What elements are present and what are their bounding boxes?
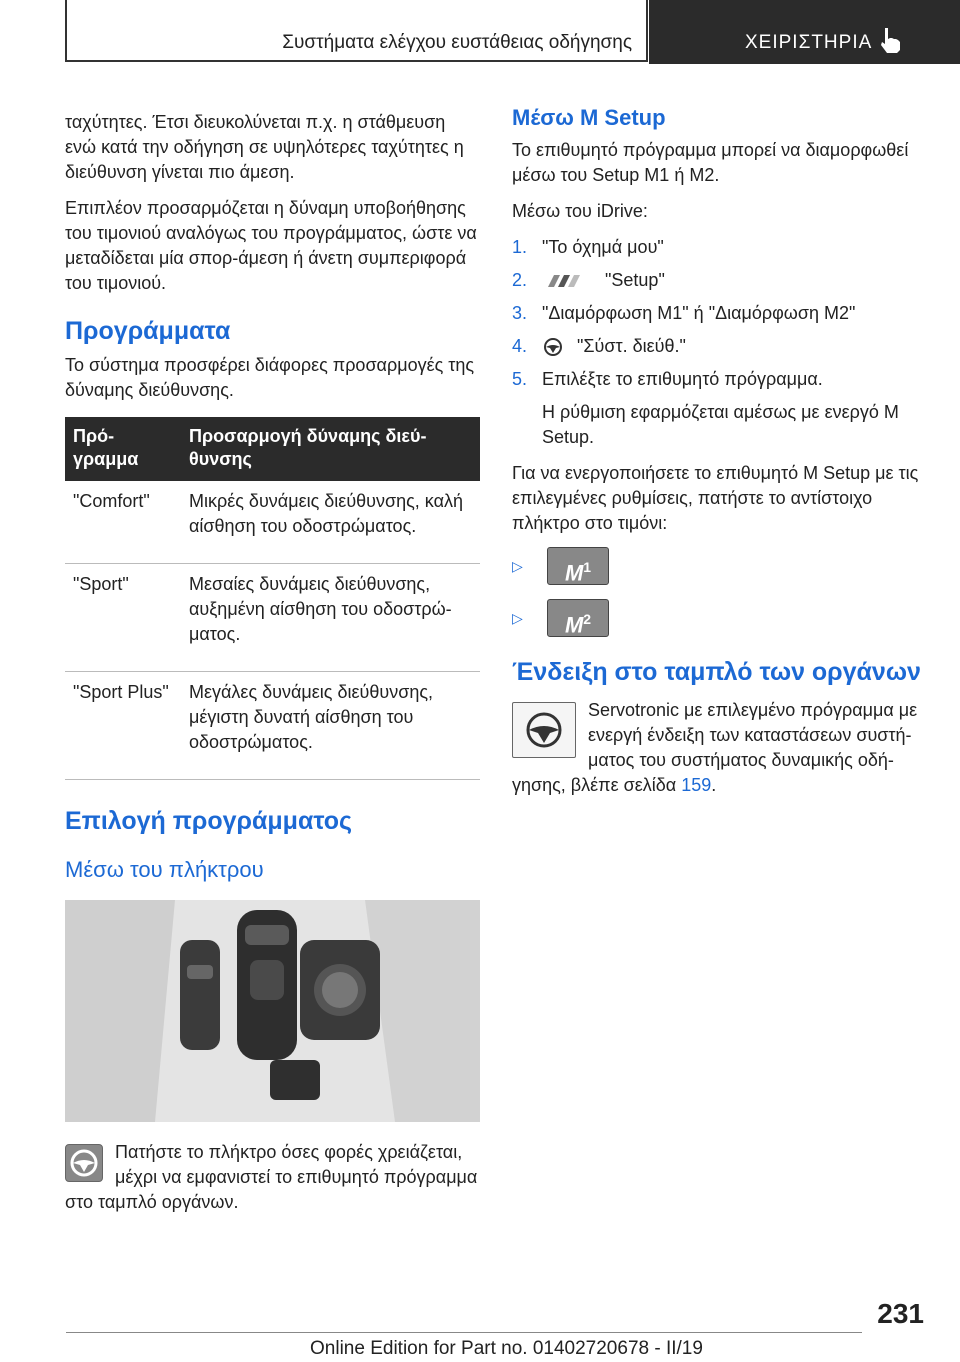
m2-button-row bbox=[512, 599, 927, 637]
table-cell: Μεσαίες δυνάμεις διεύθυνσης, αυξημένη αίσθηση του οδοστρώματος. bbox=[181, 564, 480, 672]
list-item bbox=[512, 334, 927, 359]
button-label: M bbox=[564, 612, 584, 638]
page-reference-link[interactable]: 159 bbox=[681, 775, 712, 795]
steering-wheel-icon bbox=[65, 1144, 103, 1182]
heading-program-selection: Επιλογή προγράμματος bbox=[65, 807, 353, 835]
table-cell: Μεγάλες δυνάμεις διεύθυνσης, μέγιστη δυνατή αίσθηση του οδοστρώματος. bbox=[181, 672, 480, 780]
center-console-image bbox=[65, 900, 480, 1122]
pointing-hand-icon bbox=[877, 26, 903, 54]
heading-via-button: Μέσω του πλήκτρου bbox=[65, 857, 264, 882]
step-note: Η ρύθμιση εφαρμόζεται αμέσως με ενεργό M Setup. bbox=[542, 402, 899, 447]
table-row bbox=[65, 564, 480, 672]
step-text: Επιλέξτε το επιθυμητό πρόγραμμα. bbox=[542, 369, 823, 389]
table-row bbox=[65, 481, 480, 564]
table-cell: Μικρές δυνάμεις διεύθυνσης, καλή αίσθηση του οδοστρώματος. bbox=[181, 481, 480, 564]
table-header-cell: Πρόγραμμα bbox=[65, 417, 181, 481]
header-manual-label: ΧΕΙΡΙΣΤΗΡΙΑ bbox=[745, 32, 873, 53]
paragraph-with-icon bbox=[65, 1140, 480, 1215]
steering-wheel-icon bbox=[512, 702, 576, 758]
step-number: 5. bbox=[512, 369, 528, 389]
page-header bbox=[65, 0, 960, 64]
page-number: 231 bbox=[877, 1298, 924, 1329]
paragraph: Το επιθυμητό πρόγραμμα μπορεί να διαμορφωθεί μέσω του Setup M1 ή M2. bbox=[512, 140, 909, 185]
m1-steering-wheel-button bbox=[547, 547, 609, 585]
table-cell: "Comfort" bbox=[65, 481, 181, 564]
paragraph-end: . bbox=[711, 775, 717, 795]
header-section-title: Συστήματα ελέγχου ευστάθειας οδήγησης bbox=[282, 32, 632, 53]
paragraph: Το σύστημα προσφέρει διάφορες προσαρμογές της δύναμης διεύθυνσης. bbox=[65, 355, 475, 400]
triangle-bullet-icon: ▷ bbox=[512, 609, 523, 626]
programs-table bbox=[65, 417, 480, 780]
header-section-box bbox=[65, 0, 648, 62]
right-column bbox=[512, 105, 927, 809]
step-number: 1. bbox=[512, 237, 528, 257]
triangle-bullet-icon: ▷ bbox=[512, 557, 523, 574]
button-label: M bbox=[564, 560, 584, 586]
table-cell: "Sport" bbox=[65, 564, 181, 672]
table-cell: "Sport Plus" bbox=[65, 672, 181, 780]
header-manual-box bbox=[649, 0, 960, 64]
paragraph: Για να ενεργοποιήσετε το επιθυμητό M Setup με τις επιλεγμένες ρυθμίσεις, πατήστε το αντίστοιχο πλήκτρο στο τιμόνι: bbox=[512, 463, 919, 533]
step-number: 4. bbox=[512, 336, 528, 356]
step-text: "Το όχημά μου" bbox=[542, 237, 664, 257]
heading-instrument-display: Ένδειξη στο ταμπλό των οργάνων bbox=[512, 658, 921, 686]
m-stripes-icon bbox=[542, 273, 592, 289]
m2-steering-wheel-button bbox=[547, 599, 609, 637]
button-sup: 2 bbox=[583, 611, 592, 627]
left-column bbox=[65, 110, 480, 1226]
paragraph: Μέσω του iDrive: bbox=[512, 201, 648, 221]
paragraph-text: Πατήστε το πλήκτρο όσες φορές χρειάζεται, μέχρι να εμφανιστεί το επιθυμητό πρόγραμμα στο ταμπλό οργάνων. bbox=[65, 1142, 478, 1212]
steps-list bbox=[512, 235, 927, 392]
paragraph-with-icon bbox=[512, 698, 927, 798]
heading-programs: Προγράμματα bbox=[65, 317, 231, 345]
step-number: 3. bbox=[512, 303, 528, 323]
footer-divider bbox=[66, 1332, 862, 1333]
step-text: "Setup" bbox=[605, 270, 665, 290]
step-text: "Σύστ. διεύθ." bbox=[577, 336, 686, 356]
list-item bbox=[512, 367, 927, 392]
list-item bbox=[512, 301, 927, 326]
footer-edition: Online Edition for Part no. 01402720678 - II/19 bbox=[310, 1338, 703, 1359]
paragraph: Επιπλέον προσαρμόζεται η δύναμη υποβοήθησης του τιμονιού αναλόγως του προγράμματος, ώστε να μεταδίδεται μία σπορ-άμεση ή άνετη συμπεριφορά του τιμονιού. bbox=[65, 198, 477, 293]
table-row bbox=[65, 672, 480, 780]
step-number: 2. bbox=[512, 270, 528, 290]
heading-via-m-setup: Μέσω M Setup bbox=[512, 105, 666, 130]
list-item bbox=[512, 235, 927, 260]
step-text: "Διαμόρφωση M1" ή "Διαμόρφωση M2" bbox=[542, 303, 856, 323]
center-console-illustration bbox=[65, 900, 480, 1122]
m1-button-row bbox=[512, 547, 927, 585]
steering-system-icon bbox=[542, 336, 564, 358]
list-item bbox=[512, 268, 927, 293]
button-sup: 1 bbox=[583, 559, 592, 575]
paragraph-text: Servotronic με επιλεγμένο πρόγραμμα με ενεργή ένδειξη των καταστάσεων συστήματος του συστήματος δυναμικής οδήγησης, βλέπε σελίδα bbox=[512, 700, 918, 795]
table-header-row bbox=[65, 417, 480, 481]
table-header-cell: Προσαρμογή δύναμης διεύθυνσης bbox=[181, 417, 480, 481]
paragraph: ταχύτητες. Έτσι διευκολύνεται π.χ. η στάθμευση ενώ κατά την οδήγηση σε υψηλότερες ταχύτητες η διεύθυνση γίνεται πιο άμεση. bbox=[65, 112, 464, 182]
